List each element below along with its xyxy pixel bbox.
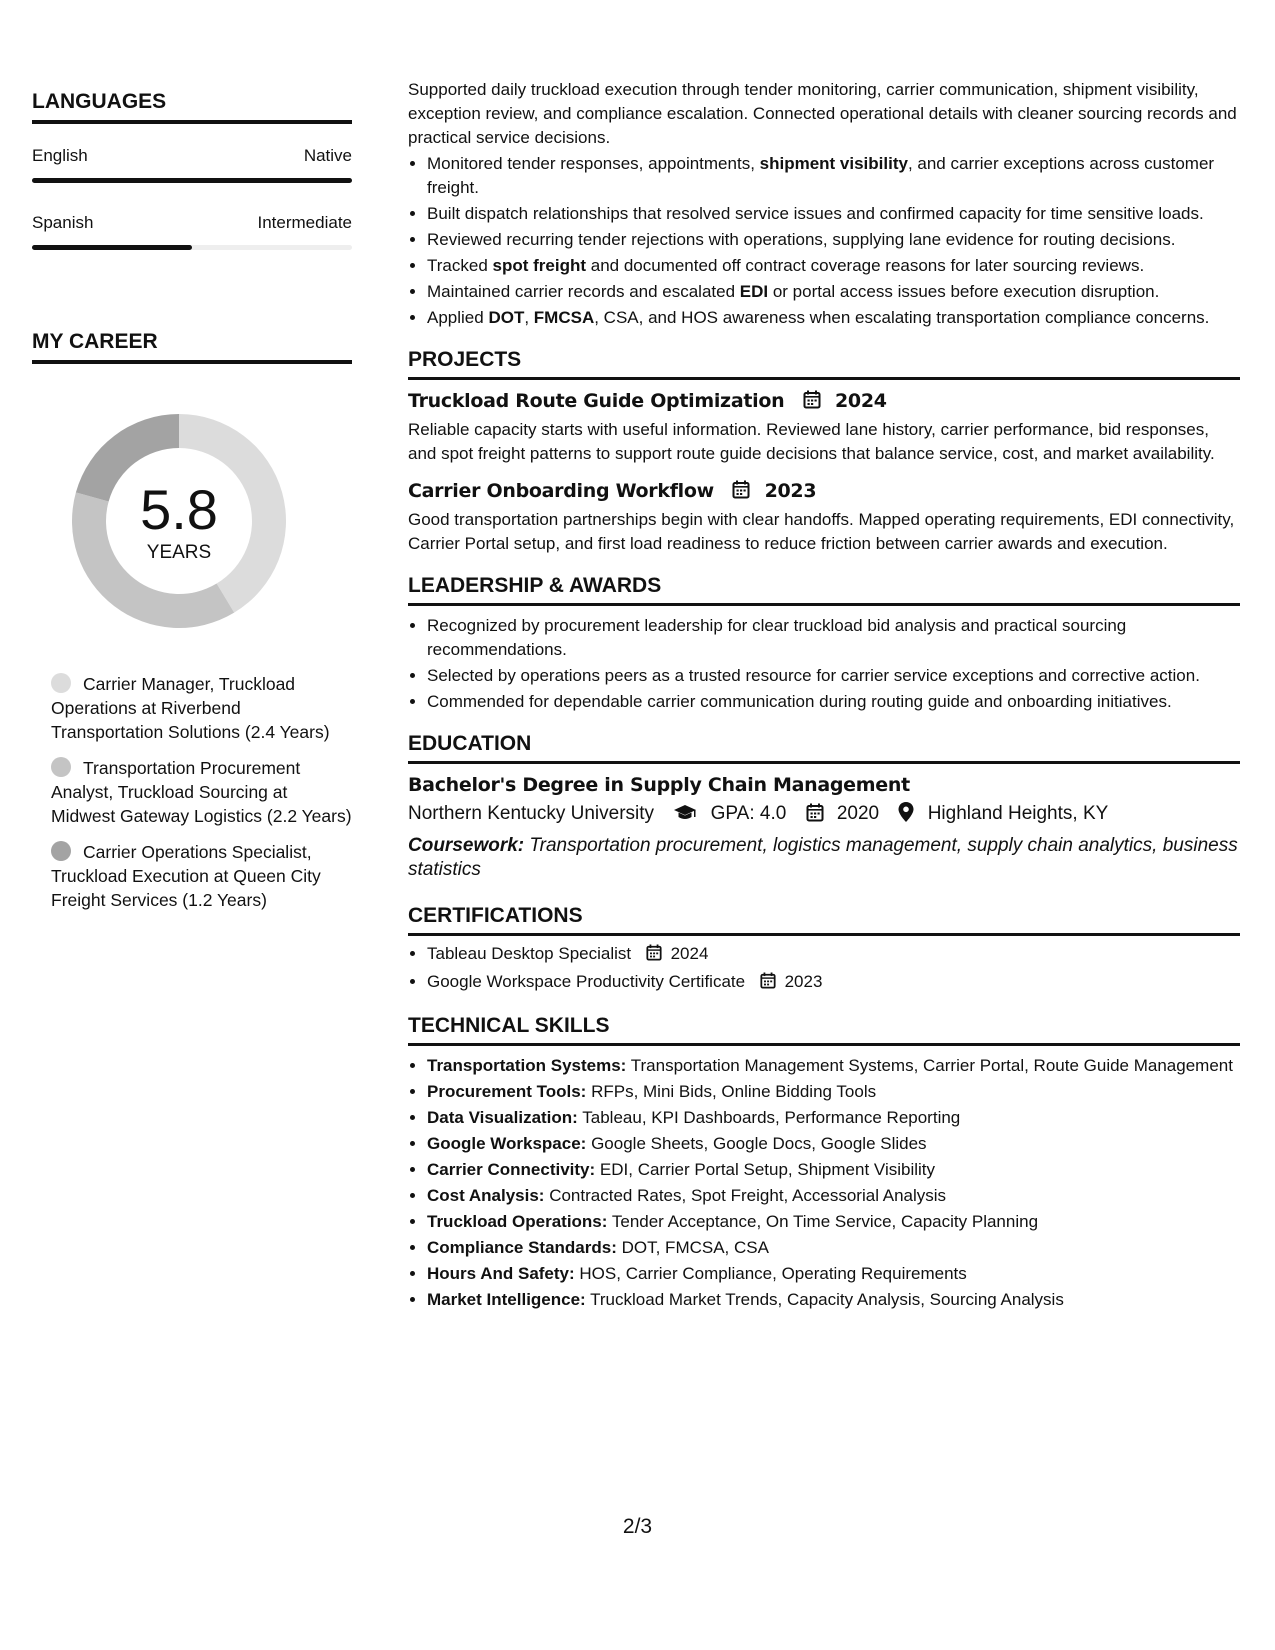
calendar-icon — [646, 944, 662, 968]
certification-name: Google Workspace Productivity Certificate — [427, 972, 746, 991]
certification-name: Tableau Desktop Specialist — [427, 944, 632, 963]
career-donut-chart — [64, 406, 294, 636]
skill-values: EDI, Carrier Portal Setup, Shipment Visibility — [599, 1160, 936, 1179]
education-meta — [408, 802, 1240, 828]
leadership-item: • Commended for dependable carrier communication during routing guide and onboarding initiatives. — [427, 690, 1240, 714]
donut-center — [64, 406, 294, 636]
project-year: 2023 — [764, 480, 817, 502]
language-level-fill — [32, 245, 192, 250]
keyword-highlight: EDI — [739, 282, 769, 301]
skill-item — [427, 1054, 1240, 1078]
language-level-bar — [32, 178, 352, 183]
career-legend-item — [51, 756, 352, 828]
project-description: Good transportation partnerships begin with clear handoffs. Mapped operating requirements, EDI connectivity, Carrier Portal setup, and first load readiness to reduce friction between carrier awards and execution. — [408, 510, 1235, 553]
certifications-list — [408, 942, 1240, 996]
experience-bullet — [427, 280, 1240, 304]
skill-item — [427, 1236, 1240, 1260]
projects-section — [408, 348, 1240, 556]
education-heading: EDUCATION — [408, 732, 1240, 764]
legend-dot-icon — [51, 673, 71, 693]
career-legend-item — [51, 840, 352, 912]
skills-list — [408, 1054, 1240, 1312]
language-name: Spanish — [32, 213, 94, 232]
languages-section — [32, 90, 352, 250]
leadership-item: • Selected by operations peers as a trusted resource for carrier service exceptions and corrective action. — [427, 664, 1240, 688]
bullet-text: Monitored tender responses, appointments, — [427, 154, 760, 173]
career-legend-label: Carrier Operations Specialist, Truckload Execution at Queen City Freight Services (1.2 Years) — [51, 842, 321, 910]
skill-category: Carrier Connectivity: — [427, 1160, 596, 1179]
bullet-text: , CSA, and HOS awareness when escalating transportation compliance concerns. — [594, 308, 1210, 327]
skill-values: DOT, FMCSA, CSA — [621, 1238, 769, 1257]
project-item — [408, 390, 1240, 466]
language-level: Native — [303, 146, 352, 165]
certification-item — [427, 970, 1240, 996]
calendar-icon — [732, 480, 750, 504]
skill-item — [427, 1106, 1240, 1130]
left-sidebar — [32, 90, 352, 924]
skill-category: Transportation Systems: — [427, 1056, 627, 1075]
main-content — [408, 78, 1240, 1314]
skill-category: Truckload Operations: — [427, 1212, 608, 1231]
leadership-item: • Recognized by procurement leadership for clear truckload bid analysis and practical sourcing recommendations. — [427, 614, 1240, 662]
bullet-text: Built dispatch relationships that resolved service issues and confirmed capacity for time sensitive loads. — [427, 204, 1204, 223]
certifications-heading: CERTIFICATIONS — [408, 904, 1240, 936]
experience-bullets — [408, 152, 1240, 330]
keyword-highlight: shipment visibility — [759, 154, 908, 173]
school-name: Northern Kentucky University — [408, 803, 655, 824]
career-heading: MY CAREER — [32, 330, 352, 364]
bullet-text: and documented off contract coverage reasons for later sourcing reviews. — [586, 256, 1145, 275]
project-title: Carrier Onboarding Workflow — [408, 480, 714, 502]
bullet-text: , — [524, 308, 534, 327]
calendar-icon — [760, 972, 776, 996]
experience-bullet — [427, 152, 1240, 200]
project-item — [408, 480, 1240, 556]
coursework — [408, 834, 1240, 882]
skill-item — [427, 1288, 1240, 1312]
bullet-text: Maintained carrier records and escalated — [427, 282, 740, 301]
career-legend — [32, 672, 352, 912]
skills-section — [408, 1014, 1240, 1312]
project-title: Truckload Route Guide Optimization — [408, 390, 785, 412]
skill-values: Google Sheets, Google Docs, Google Slides — [591, 1134, 927, 1153]
degree-title: Bachelor's Degree in Supply Chain Management — [408, 774, 910, 796]
skill-item — [427, 1262, 1240, 1286]
bullet-text: Applied — [427, 308, 489, 327]
bullet-text: Reviewed recurring tender rejections with operations, supplying lane evidence for routing decisions. — [427, 230, 1176, 249]
calendar-icon — [806, 803, 824, 828]
map-pin-icon — [898, 802, 914, 828]
bullet-text: Tracked — [427, 256, 493, 275]
language-level: Intermediate — [257, 213, 352, 232]
language-item — [32, 213, 352, 250]
skill-values: Contracted Rates, Spot Freight, Accessorial Analysis — [549, 1186, 947, 1205]
leadership-list — [408, 614, 1240, 714]
skill-values: RFPs, Mini Bids, Online Bidding Tools — [591, 1082, 877, 1101]
experience-summary: Supported daily truckload execution through tender monitoring, carrier communication, shipment visibility, exception review, and compliance escalation. Connected operational details with cleaner sourcing records and practical service decisions. — [408, 80, 1237, 147]
calendar-icon — [803, 390, 821, 414]
graduation-year: 2020 — [836, 803, 880, 824]
skill-category: Cost Analysis: — [427, 1186, 545, 1205]
keyword-highlight: FMCSA — [533, 308, 595, 327]
certification-item — [427, 942, 1240, 968]
coursework-list: Transportation procurement, logistics management, supply chain analytics, business statistics — [408, 835, 1238, 880]
experience-bullet — [427, 254, 1240, 278]
career-legend-label: Carrier Manager, Truckload Operations at Riverbend Transportation Solutions (2.4 Years) — [51, 674, 330, 742]
skill-item — [427, 1184, 1240, 1208]
leadership-section — [408, 574, 1240, 714]
bullet-text: , and carrier exceptions across customer freight. — [427, 154, 1215, 197]
legend-dot-icon — [51, 757, 71, 777]
skill-values: Tableau, KPI Dashboards, Performance Reporting — [582, 1108, 961, 1127]
experience-bullet — [427, 228, 1240, 252]
skill-values: Transportation Management Systems, Carrier Portal, Route Guide Management — [630, 1056, 1233, 1075]
experience-bullet — [427, 306, 1240, 330]
coursework-label: Coursework: — [408, 835, 525, 856]
skill-values: Truckload Market Trends, Capacity Analysis, Sourcing Analysis — [590, 1290, 1064, 1309]
language-level-bar — [32, 245, 352, 250]
career-total-unit: YEARS — [146, 542, 212, 563]
language-level-fill — [32, 178, 352, 183]
skill-values: HOS, Carrier Compliance, Operating Requirements — [579, 1264, 967, 1283]
certification-year: 2023 — [784, 972, 823, 991]
page-number: 2/3 — [622, 1515, 653, 1538]
skill-item — [427, 1132, 1240, 1156]
skill-category: Compliance Standards: — [427, 1238, 617, 1257]
skill-category: Data Visualization: — [427, 1108, 578, 1127]
education-section — [408, 732, 1240, 882]
bullet-text: or portal access issues before execution disruption. — [768, 282, 1160, 301]
project-description: Reliable capacity starts with useful information. Reviewed lane history, carrier performance, bid responses, and spot freight patterns to support route guide decisions that balance service, cost, and market availability. — [408, 420, 1215, 463]
skill-item — [427, 1080, 1240, 1104]
languages-heading: LANGUAGES — [32, 90, 352, 124]
graduation-cap-icon — [673, 804, 697, 828]
language-name: English — [32, 146, 88, 165]
career-section — [32, 330, 352, 912]
skill-category: Hours And Safety: — [427, 1264, 575, 1283]
skill-item — [427, 1158, 1240, 1182]
skill-category: Google Workspace: — [427, 1134, 587, 1153]
skills-heading: TECHNICAL SKILLS — [408, 1014, 1240, 1046]
career-legend-item — [51, 672, 352, 744]
school-location: Highland Heights, KY — [927, 803, 1109, 824]
skill-values: Tender Acceptance, On Time Service, Capacity Planning — [611, 1212, 1039, 1231]
keyword-highlight: DOT — [488, 308, 525, 327]
skill-category: Procurement Tools: — [427, 1082, 587, 1101]
projects-heading: PROJECTS — [408, 348, 1240, 380]
certifications-section — [408, 904, 1240, 996]
project-year: 2024 — [834, 390, 887, 412]
skill-item — [427, 1210, 1240, 1234]
experience-bullet — [427, 202, 1240, 226]
keyword-highlight: spot freight — [492, 256, 587, 275]
certification-year: 2024 — [670, 944, 709, 963]
gpa: GPA: 4.0 — [710, 803, 787, 824]
language-item — [32, 146, 352, 183]
leadership-heading: LEADERSHIP & AWARDS — [408, 574, 1240, 606]
skill-category: Market Intelligence: — [427, 1290, 586, 1309]
career-total-value: 5.8 — [140, 478, 218, 541]
experience-section — [408, 78, 1240, 330]
career-legend-label: Transportation Procurement Analyst, Truckload Sourcing at Midwest Gateway Logistics (2.2 Years) — [51, 758, 352, 826]
legend-dot-icon — [51, 841, 71, 861]
